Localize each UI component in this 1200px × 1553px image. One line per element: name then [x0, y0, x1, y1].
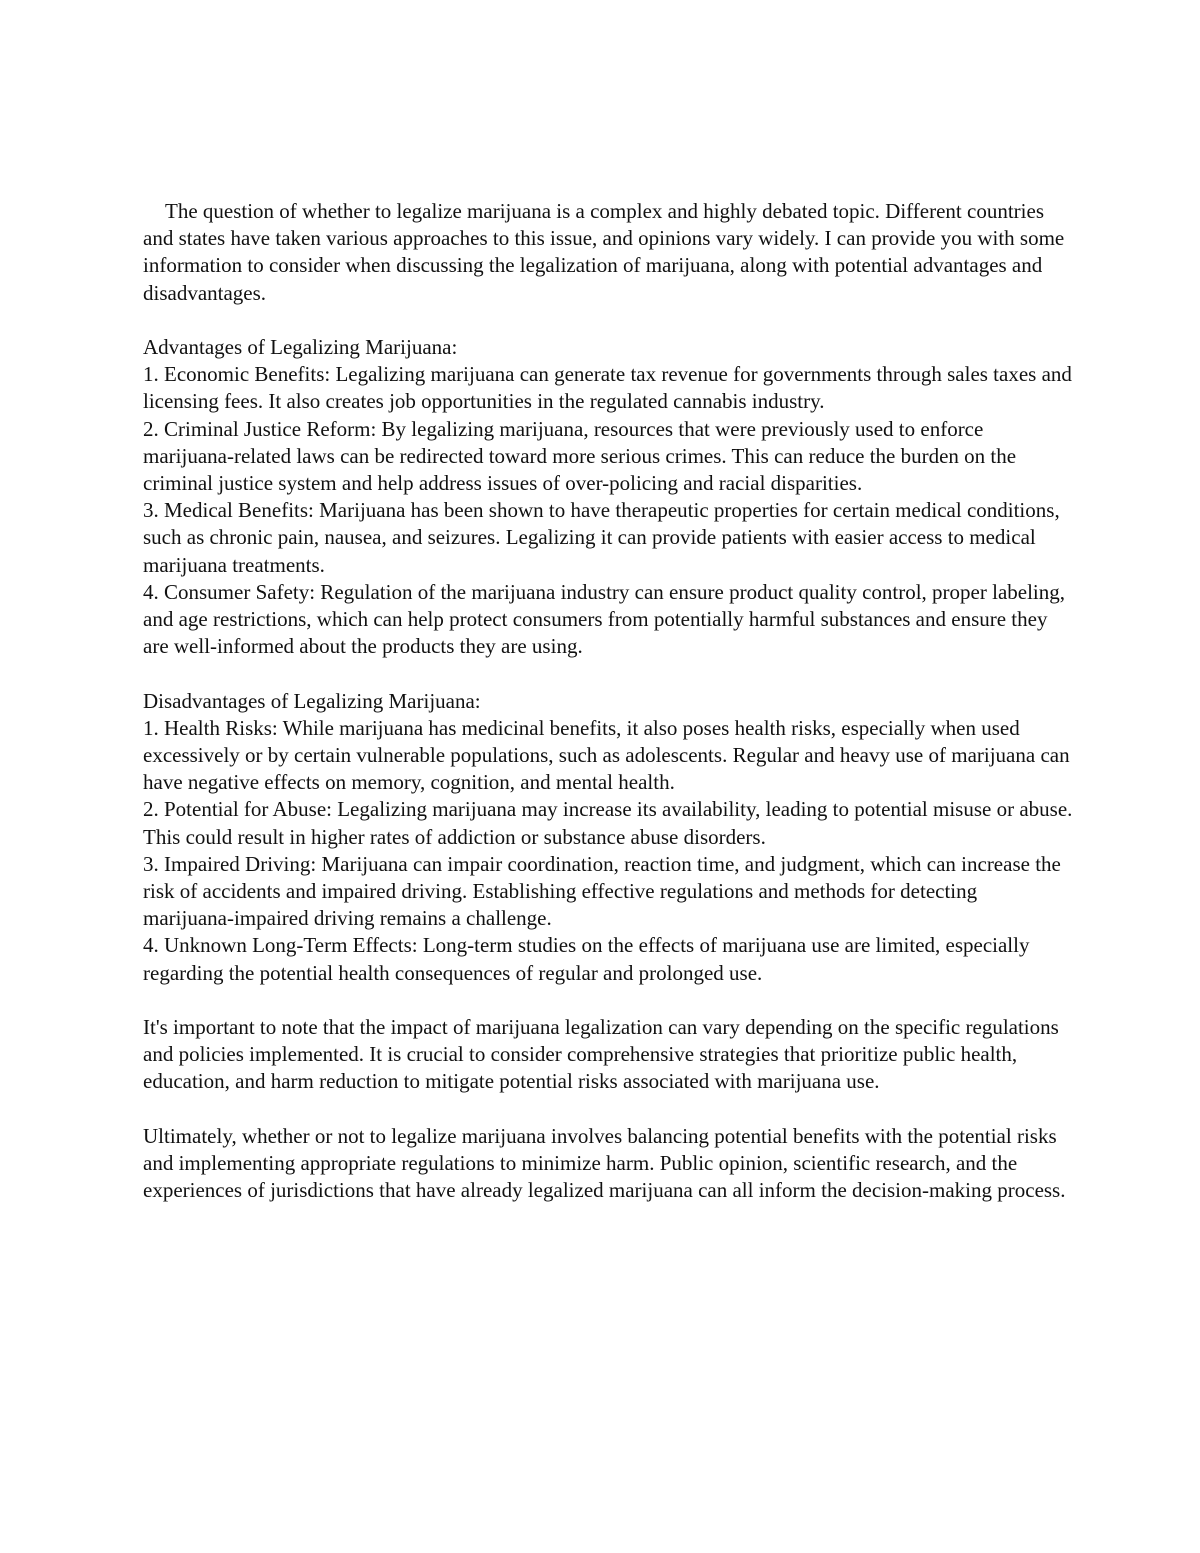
advantages-list [143, 361, 1073, 660]
disadvantage-item-long-term-effects: 4. Unknown Long-Term Effects: Long-term studies on the effects of marijuana use are limited, especially regarding the potential health consequences of regular and prolonged use. [143, 933, 1030, 985]
advantages-heading: Advantages of Legalizing Marijuana: [143, 335, 458, 359]
paragraph-spacer [143, 660, 1073, 687]
conclusion-paragraph: Ultimately, whether or not to legalize marijuana involves balancing potential benefits with the potential risks and implementing appropriate regulations to minimize harm. Public opinion, scientific research, and the experiences of jurisdictions that have already legalized marijuana can all inform the decision-making process. [143, 1123, 1066, 1203]
paragraph-spacer [143, 307, 1073, 334]
disadvantages-heading: Disadvantages of Legalizing Marijuana: [143, 688, 481, 713]
document-page [143, 198, 1073, 1204]
advantage-item-economic: 1. Economic Benefits: Legalizing marijuana can generate tax revenue for governments through sales taxes and licensing fees. It also creates job opportunities in the regulated cannabis industry. [143, 362, 1072, 414]
disadvantages-list [143, 715, 1073, 987]
disadvantage-item-health-risks: 1. Health Risks: While marijuana has medicinal benefits, it also poses health risks, especially when used excessively or by certain vulnerable populations, such as adolescents. Regular and heavy use of marijuana can have negative effects on memory, cognition, and mental health. [143, 715, 1070, 795]
paragraph-spacer [143, 987, 1073, 1014]
note-paragraph: It's important to note that the impact of marijuana legalization can vary depending on the specific regulations and policies implemented. It is crucial to consider comprehensive strategies that prioritize public health, education, and harm reduction to mitigate potential risks associated with marijuana use. [143, 1015, 1059, 1094]
advantage-item-medical: 3. Medical Benefits: Marijuana has been shown to have therapeutic properties for certain medical conditions, such as chronic pain, nausea, and seizures. Legalizing it can provide patients with easier access to medical marijuana treatments. [143, 498, 1060, 577]
intro-paragraph: The question of whether to legalize marijuana is a complex and highly debated topic. Different countries and states have taken various approaches to this issue, and opinions vary widely. I can provide you with some information to consider when discussing the legalization of marijuana, along with potential advantages and disadvantages. [143, 199, 1065, 305]
advantage-item-consumer-safety: 4. Consumer Safety: Regulation of the marijuana industry can ensure product quality control, proper labeling, and age restrictions, which can help protect consumers from potentially harmful substances and ensure they are well-informed about the products they are using. [143, 579, 1066, 659]
paragraph-spacer [143, 1096, 1073, 1123]
advantage-item-criminal-justice: 2. Criminal Justice Reform: By legalizing marijuana, resources that were previously used to enforce marijuana-related laws can be redirected toward more serious crimes. This can reduce the burden on the criminal justice system and help address issues of over-policing and racial disparities. [143, 416, 1017, 496]
disadvantage-item-abuse: 2. Potential for Abuse: Legalizing marijuana may increase its availability, leading to potential misuse or abuse. This could result in higher rates of addiction or substance abuse disorders. [143, 797, 1073, 849]
disadvantage-item-impaired-driving: 3. Impaired Driving: Marijuana can impair coordination, reaction time, and judgment, which can increase the risk of accidents and impaired driving. Establishing effective regulations and methods for detecting marijuana-impaired driving remains a challenge. [143, 851, 1061, 931]
